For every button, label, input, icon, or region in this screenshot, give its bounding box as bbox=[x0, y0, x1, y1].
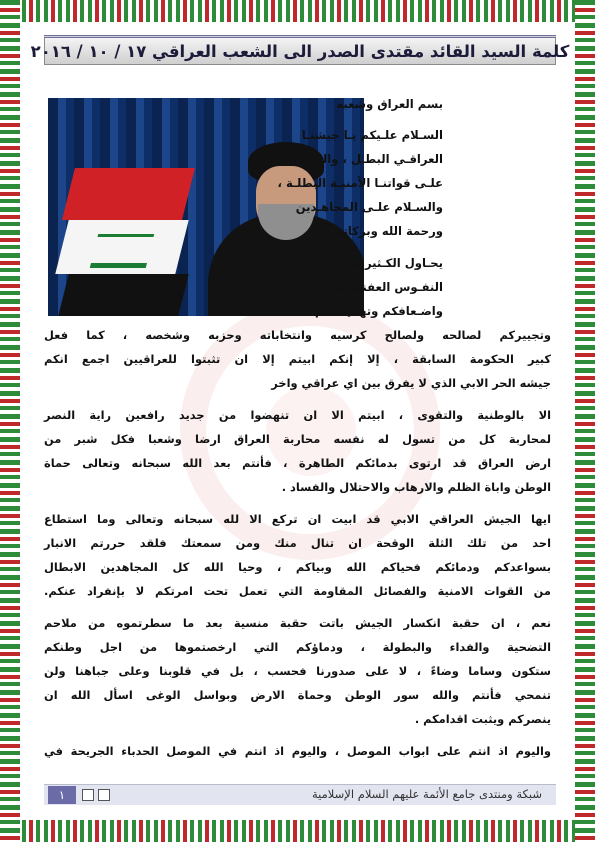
border-left bbox=[0, 0, 20, 842]
title-bar bbox=[30, 35, 570, 65]
text-line: ايها الجيش العراقي الابي قد ابيت ان تركع الا لله سبحانه وتعالى وما استطاع bbox=[44, 512, 551, 526]
text-line: السـلام علـيكم يـا جيشنـا bbox=[301, 128, 443, 142]
border-bottom bbox=[0, 820, 595, 842]
page-title: كلمة السيد القائد مقتدى الصدر الى الشعب العراقي ١٧ / ١٠ / ٢٠١٦ bbox=[30, 41, 570, 61]
text-line: ورحمة الله وبركاته . bbox=[328, 224, 443, 238]
text-line: الوطن واباة الظلم والارهاب والاحتلال والفساد . bbox=[281, 480, 551, 494]
text-line: علـى قواتنـا الأمنيـة البطلـة ، bbox=[277, 176, 443, 190]
text-line: ستكون وساما وضاءً ، لا على صدورنا فحسب ، بل في قلوبنا وعلى جباهنا ولن bbox=[44, 664, 551, 678]
text-line: نعم ، ان حقبة انكسار الجيش باتت حقبة منسية بعد ما سطرتموه من ملاحم bbox=[44, 616, 551, 630]
square-icon bbox=[82, 789, 94, 801]
text-line: ارض العراق قد ارتوى بدمائكم الطاهرة ، فأنتم بعد الله سبحانه وتعالى حماة bbox=[44, 456, 551, 470]
border-top bbox=[0, 0, 595, 22]
footer-site-name: شبكة ومنتدى جامع الأئمة عليهم السلام الإسلامية bbox=[312, 787, 542, 801]
text-line: من القوات الامنية والفصائل المقاومة التي تعمل تحت امرتكم لا بإنفراد عنكم. bbox=[44, 584, 551, 598]
border-right bbox=[575, 0, 595, 842]
text-line: لمحاربة كل من تسول له نفسه محاربة العراق ارضا وشعبا فكل شبر من bbox=[44, 432, 551, 446]
text-line: بسواعدكم ودمائكم فحياكم الله وبياكم ، وحيا الله كل المجاهدين الابطال bbox=[44, 560, 551, 574]
text-line: ينصركم ويثبت اقدامكم . bbox=[414, 712, 551, 726]
text-line: الا بالوطنية والتقوى ، ابيتم الا ان تنهضوا من جديد رافعين راية النصر bbox=[44, 408, 551, 422]
text-line: احد من تلك الثلة الوقحة ان تنال منك ومن سمعتك فلقد حررتم الانبار bbox=[44, 536, 551, 550]
text-line: تنمحي فأنتم والله سور الوطن وحماة الارض وبواسل الوغى اسأل الله ان bbox=[44, 688, 551, 702]
text-line: وتجييركم لصالحه ولصالح كرسيه وانتخاباته وحزبه وشخصه ، كما فعل bbox=[44, 328, 551, 342]
text-line: واضـعافكم وتهميشـكم bbox=[314, 304, 443, 318]
iraq-flag bbox=[62, 168, 182, 316]
page-number: ١ bbox=[48, 786, 76, 804]
text-line: يحـاول الكـثير مـن ذوي bbox=[311, 256, 443, 270]
text-line: النفـوس العفنـة تحييـدكم bbox=[298, 280, 443, 294]
square-icon bbox=[98, 789, 110, 801]
text-line: التضحية والفداء والبطولة ، ودماؤكم التي ارخصتموها من اجل وطنكم bbox=[44, 640, 551, 654]
text-line: والسـلام علـى المجاهـدين bbox=[295, 200, 443, 214]
text-line: كبير الحكومة السابقة ، إلا إنكم ابيتم إلا ان تثبتوا للعراقيين اجمع انكم bbox=[44, 352, 551, 366]
text-line: واليوم اذ انتم على ابواب الموصل ، واليوم اذ انتم في الموصل الحدباء الجريحة في bbox=[44, 744, 551, 758]
text-line: بسم العراق وشعبه bbox=[336, 97, 443, 111]
footer-bar bbox=[44, 784, 556, 805]
text-line: جيشه الحر الابي الذي لا يفرق بين اي عراقي واخر bbox=[271, 376, 551, 390]
text-line: العراقـي البطـل ، والسـلام bbox=[289, 152, 443, 166]
